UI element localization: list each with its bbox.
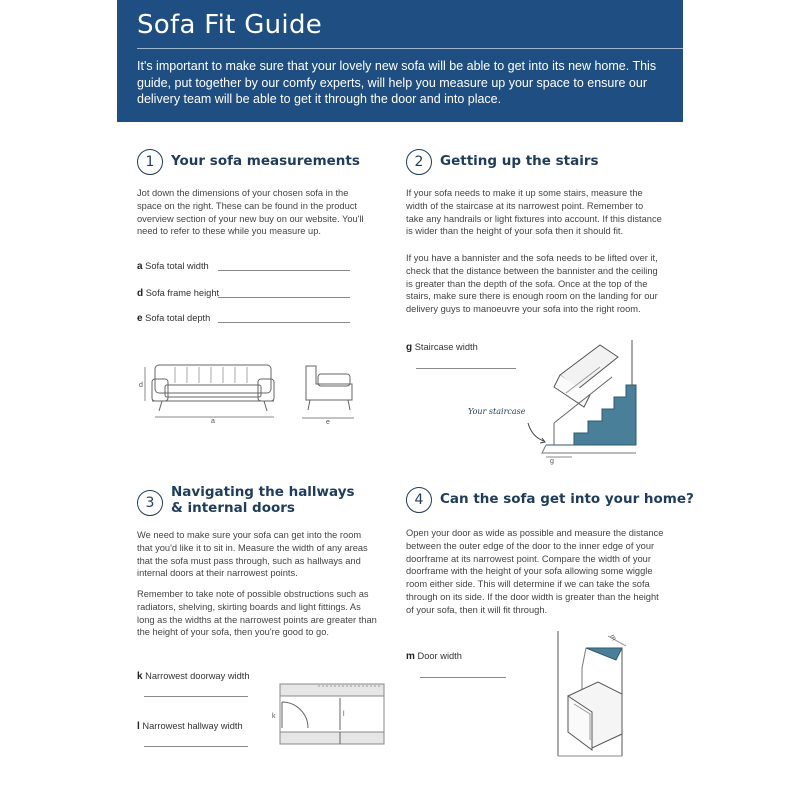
section-2-body-1: If your sofa needs to make it up some stairs, measure the width of the staircase at its narrowest point. Remember to take any handrails or light fixtures into account. If this distance is wider than the height of your sofa then it should fit.	[406, 188, 662, 237]
dim-label: g	[550, 458, 554, 465]
staircase-label: Your staircase	[468, 407, 526, 416]
dim-label: a	[211, 418, 215, 425]
page-title: Sofa Fit Guide	[137, 10, 323, 40]
section-1-heading	[137, 149, 360, 175]
field-label: Narrowest doorway width	[145, 671, 250, 681]
section-title	[171, 484, 355, 516]
dim-label: e	[326, 419, 330, 426]
field-label: Sofa total width	[145, 261, 209, 271]
section-number: 1	[137, 149, 163, 175]
write-in-line[interactable]	[144, 746, 248, 747]
field-sofa-width	[137, 261, 209, 272]
write-in-line[interactable]	[218, 297, 350, 298]
sofa-side-illustration	[298, 360, 360, 430]
write-in-line[interactable]	[144, 696, 248, 697]
hallway-floorplan-illustration	[270, 676, 388, 748]
field-total-depth	[137, 313, 210, 324]
section-3-body-1: We need to make sure your sofa can get into the room that you'd like it to sit in. Measure the width of any areas that the sofa must pass through, such as hallways and internal doors at their narrowest points.	[137, 530, 368, 579]
field-label: Sofa frame height	[145, 288, 220, 298]
section-title: Can the sofa get into your home?	[440, 491, 694, 507]
section-title: Your sofa measurements	[171, 153, 360, 169]
field-key: l	[137, 721, 140, 732]
section-number: 4	[406, 487, 432, 513]
dim-label: d	[139, 382, 143, 389]
field-frame-height	[137, 288, 219, 299]
write-in-line[interactable]	[420, 677, 506, 678]
dim-label: l	[343, 711, 345, 718]
field-doorway-width	[137, 671, 250, 682]
staircase-illustration	[462, 335, 642, 465]
dim-label: k	[272, 713, 276, 720]
sofa-front-illustration	[135, 355, 285, 435]
header-divider	[137, 48, 683, 49]
dim-label: m	[608, 633, 618, 643]
section-2-heading	[406, 149, 599, 175]
write-in-line[interactable]	[218, 270, 350, 271]
field-key: k	[137, 671, 143, 682]
field-door-width	[406, 651, 462, 662]
write-in-line[interactable]	[218, 322, 350, 323]
section-title-line: & internal doors	[171, 500, 295, 516]
section-2-body-2: If you have a bannister and the sofa needs to be lifted over it, check that the distance between the bannister and the ceiling is greater than the depth of the sofa. Once at the top of the stairs, make sure there is enough room on the landing for our delivery guys to manoeuvre your sofa into the right room.	[406, 253, 658, 315]
section-number: 2	[406, 149, 432, 175]
field-label: Narrowest hallway width	[142, 721, 243, 731]
doorway-illustration	[548, 606, 658, 766]
section-4-body: Open your door as wide as possible and measure the distance between the outer edge of the door to the inner edge of your doorframe at its narrowest point. Compare the width of your doorframe with the height of your sofa allowing some wiggle room either side. This will determine if we can take the sofa through on its side. If the door width is greater than the height of your sofa, then it will fit through.	[406, 528, 664, 615]
section-4-heading	[406, 487, 694, 513]
section-number: 3	[137, 490, 163, 516]
header-banner	[117, 0, 683, 122]
field-key: e	[137, 313, 143, 324]
field-key: d	[137, 288, 144, 299]
field-key: g	[406, 342, 413, 353]
section-title-line: Navigating the hallways	[171, 484, 355, 500]
field-hallway-width	[137, 721, 243, 732]
field-label: Door width	[417, 651, 462, 661]
field-label: Sofa total depth	[145, 313, 211, 323]
intro-text: It's important to make sure that your lovely new sofa will be able to get into its new home. This guide, put together by our comfy experts, will help you measure up your space to ensure our delivery team will be able to get it through the door and into place.	[137, 59, 657, 106]
section-3-heading	[137, 484, 355, 516]
field-key: m	[406, 651, 415, 662]
section-1-body: Jot down the dimensions of your chosen sofa in the space on the right. These can be found in the product overview section of your new buy on our website. You'll need to refer to these while you measure up.	[137, 188, 364, 237]
section-title: Getting up the stairs	[440, 153, 599, 169]
section-3-body-2: Remember to take note of possible obstructions such as radiators, shelving, skirting boards and light fittings. As long as the widths at the narrowest points are greater than the height of your sofa, then you're good to go.	[137, 589, 377, 638]
field-key: a	[137, 261, 143, 272]
field-label: Staircase width	[414, 342, 478, 352]
